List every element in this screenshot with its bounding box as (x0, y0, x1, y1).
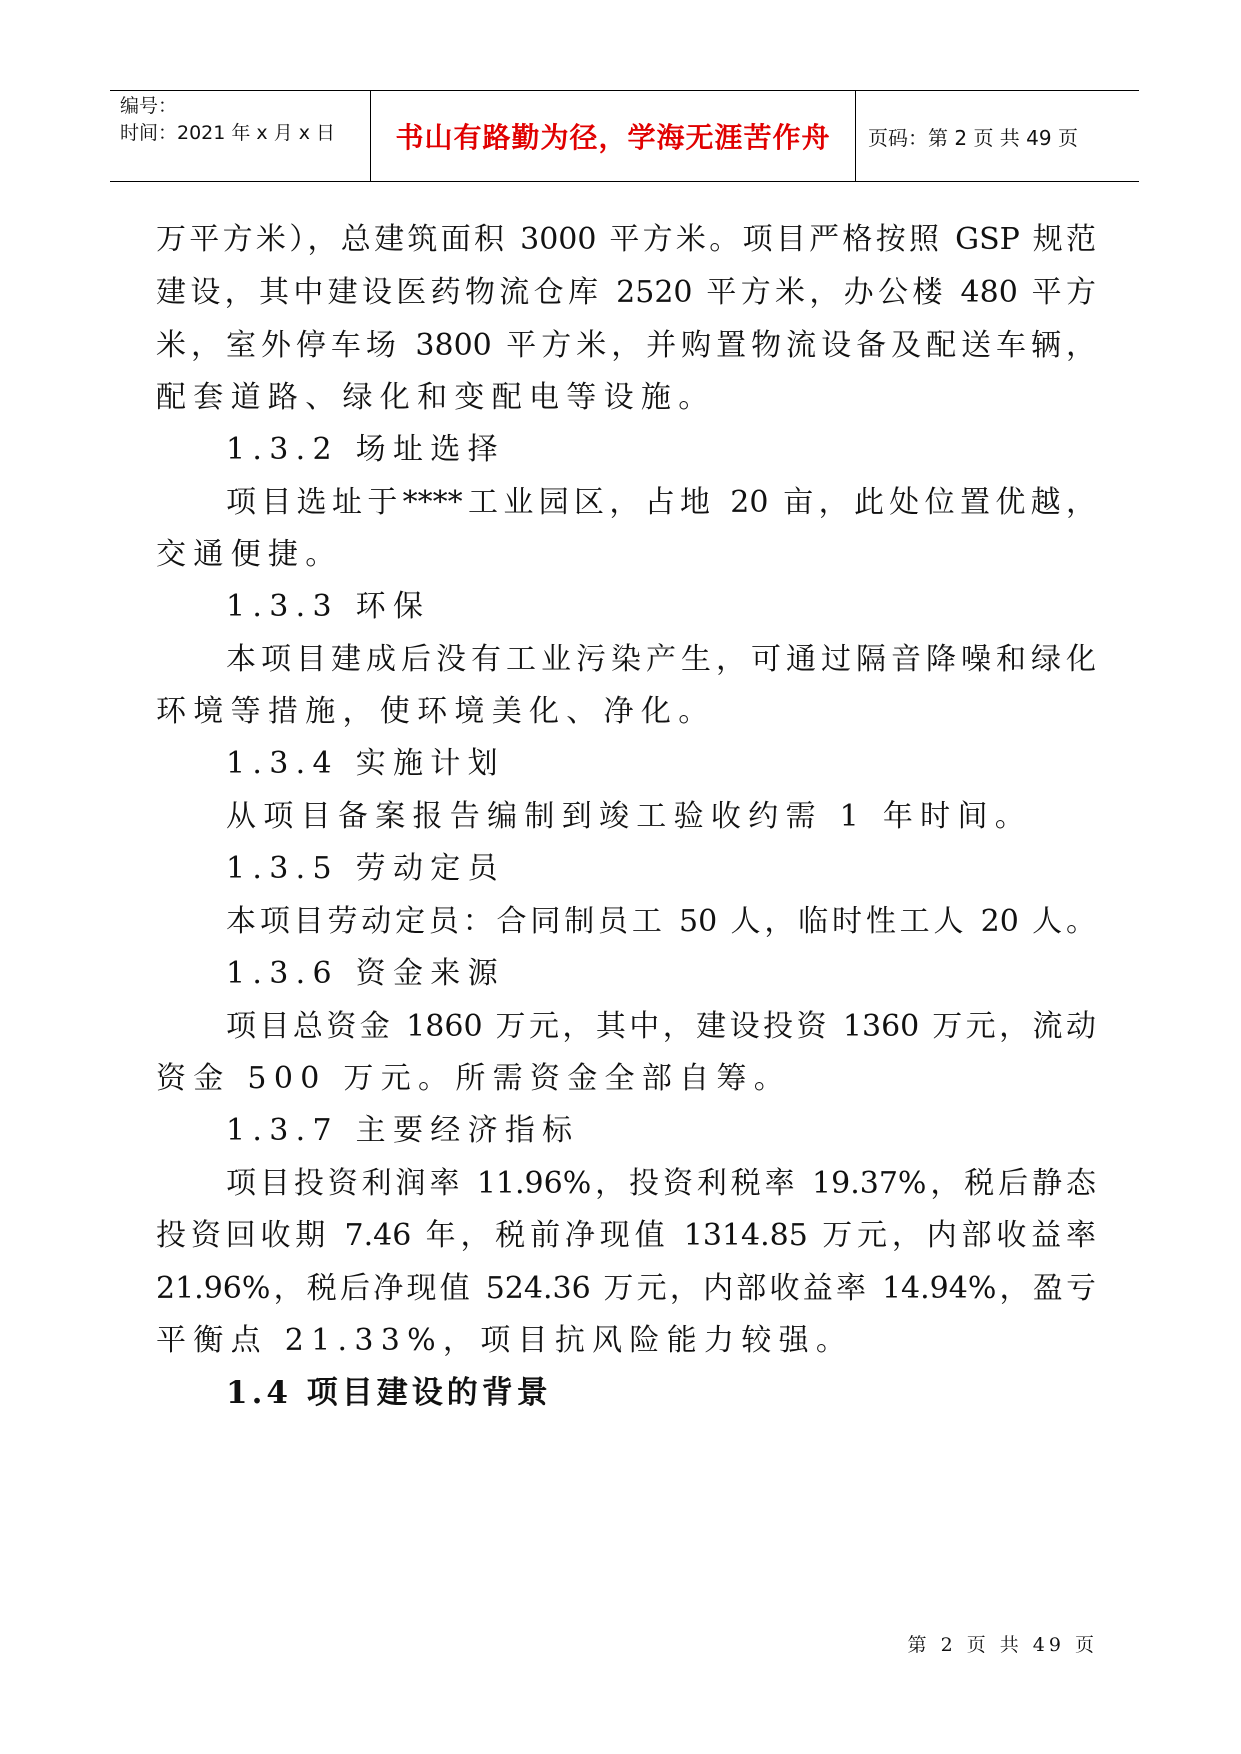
subsection-heading: 1.3.4 实施计划 (226, 746, 505, 781)
paragraph-line: 平衡点 21.33%，项目抗风险能力较强。 (156, 1323, 854, 1358)
subsection-heading: 1.3.3 环保 (226, 589, 431, 624)
subsection-heading: 1.3.5 劳动定员 (226, 851, 505, 886)
paragraph-line: 交通便捷。 (156, 537, 343, 572)
header-motto-cell (371, 91, 856, 181)
paragraph-line: 米，室外停车场 3800 平方米，并购置物流设备及配送车辆， (156, 328, 1096, 363)
paragraph-line: 项目选址于****工业园区，占地 20 亩，此处位置优越， (226, 485, 1096, 520)
paragraph-line: 投资回收期 7.46 年，税前净现值 1314.85 万元，内部收益率 (156, 1218, 1096, 1253)
paragraph-line: 环境等措施，使环境美化、净化。 (156, 694, 716, 729)
subsection-heading: 1.3.6 资金来源 (226, 956, 505, 991)
paragraph-line: 项目投资利润率 11.96%，投资利税率 19.37%，税后静态 (226, 1166, 1096, 1201)
paragraph-line: 万平方米），总建筑面积 3000 平方米。项目严格按照 GSP 规范 (156, 222, 1096, 257)
paragraph-line: 从项目备案报告编制到竣工验收约需 1 年时间。 (226, 799, 1033, 834)
paragraph-line: 本项目劳动定员：合同制员工 50 人，临时性工人 20 人。 (226, 904, 1096, 939)
header-meta-cell (110, 91, 371, 181)
page-footer: 第 2 页 共 49 页 (907, 1634, 1098, 1656)
paragraph-line: 配套道路、绿化和变配电等设施。 (156, 380, 716, 415)
paragraph-line: 项目总资金 1860 万元，其中，建设投资 1360 万元，流动 (226, 1009, 1096, 1044)
header-page-label: 页码：第 2 页 共 49 页 (868, 125, 1078, 150)
header-page-cell (856, 91, 1139, 181)
page-header (110, 90, 1139, 182)
subsection-heading: 1.3.7 主要经济指标 (226, 1113, 580, 1148)
paragraph-line: 资金 500 万元。所需资金全部自筹。 (156, 1061, 792, 1096)
header-motto: 书山有路勤为径，学海无涯苦作舟 (395, 121, 831, 154)
header-number-label: 编号： (120, 95, 178, 117)
subsection-heading: 1.3.2 场址选择 (226, 432, 505, 467)
paragraph-line: 21.96%，税后净现值 524.36 万元，内部收益率 14.94%，盈亏 (156, 1271, 1096, 1306)
section-heading: 1.4 项目建设的背景 (226, 1375, 552, 1411)
paragraph-line: 本项目建成后没有工业污染产生，可通过隔音降噪和绿化 (226, 642, 1096, 677)
paragraph-line: 建设，其中建设医药物流仓库 2520 平方米，办公楼 480 平方 (156, 275, 1096, 310)
header-date-label: 时间：2021 年 x 月 x 日 (120, 122, 336, 144)
